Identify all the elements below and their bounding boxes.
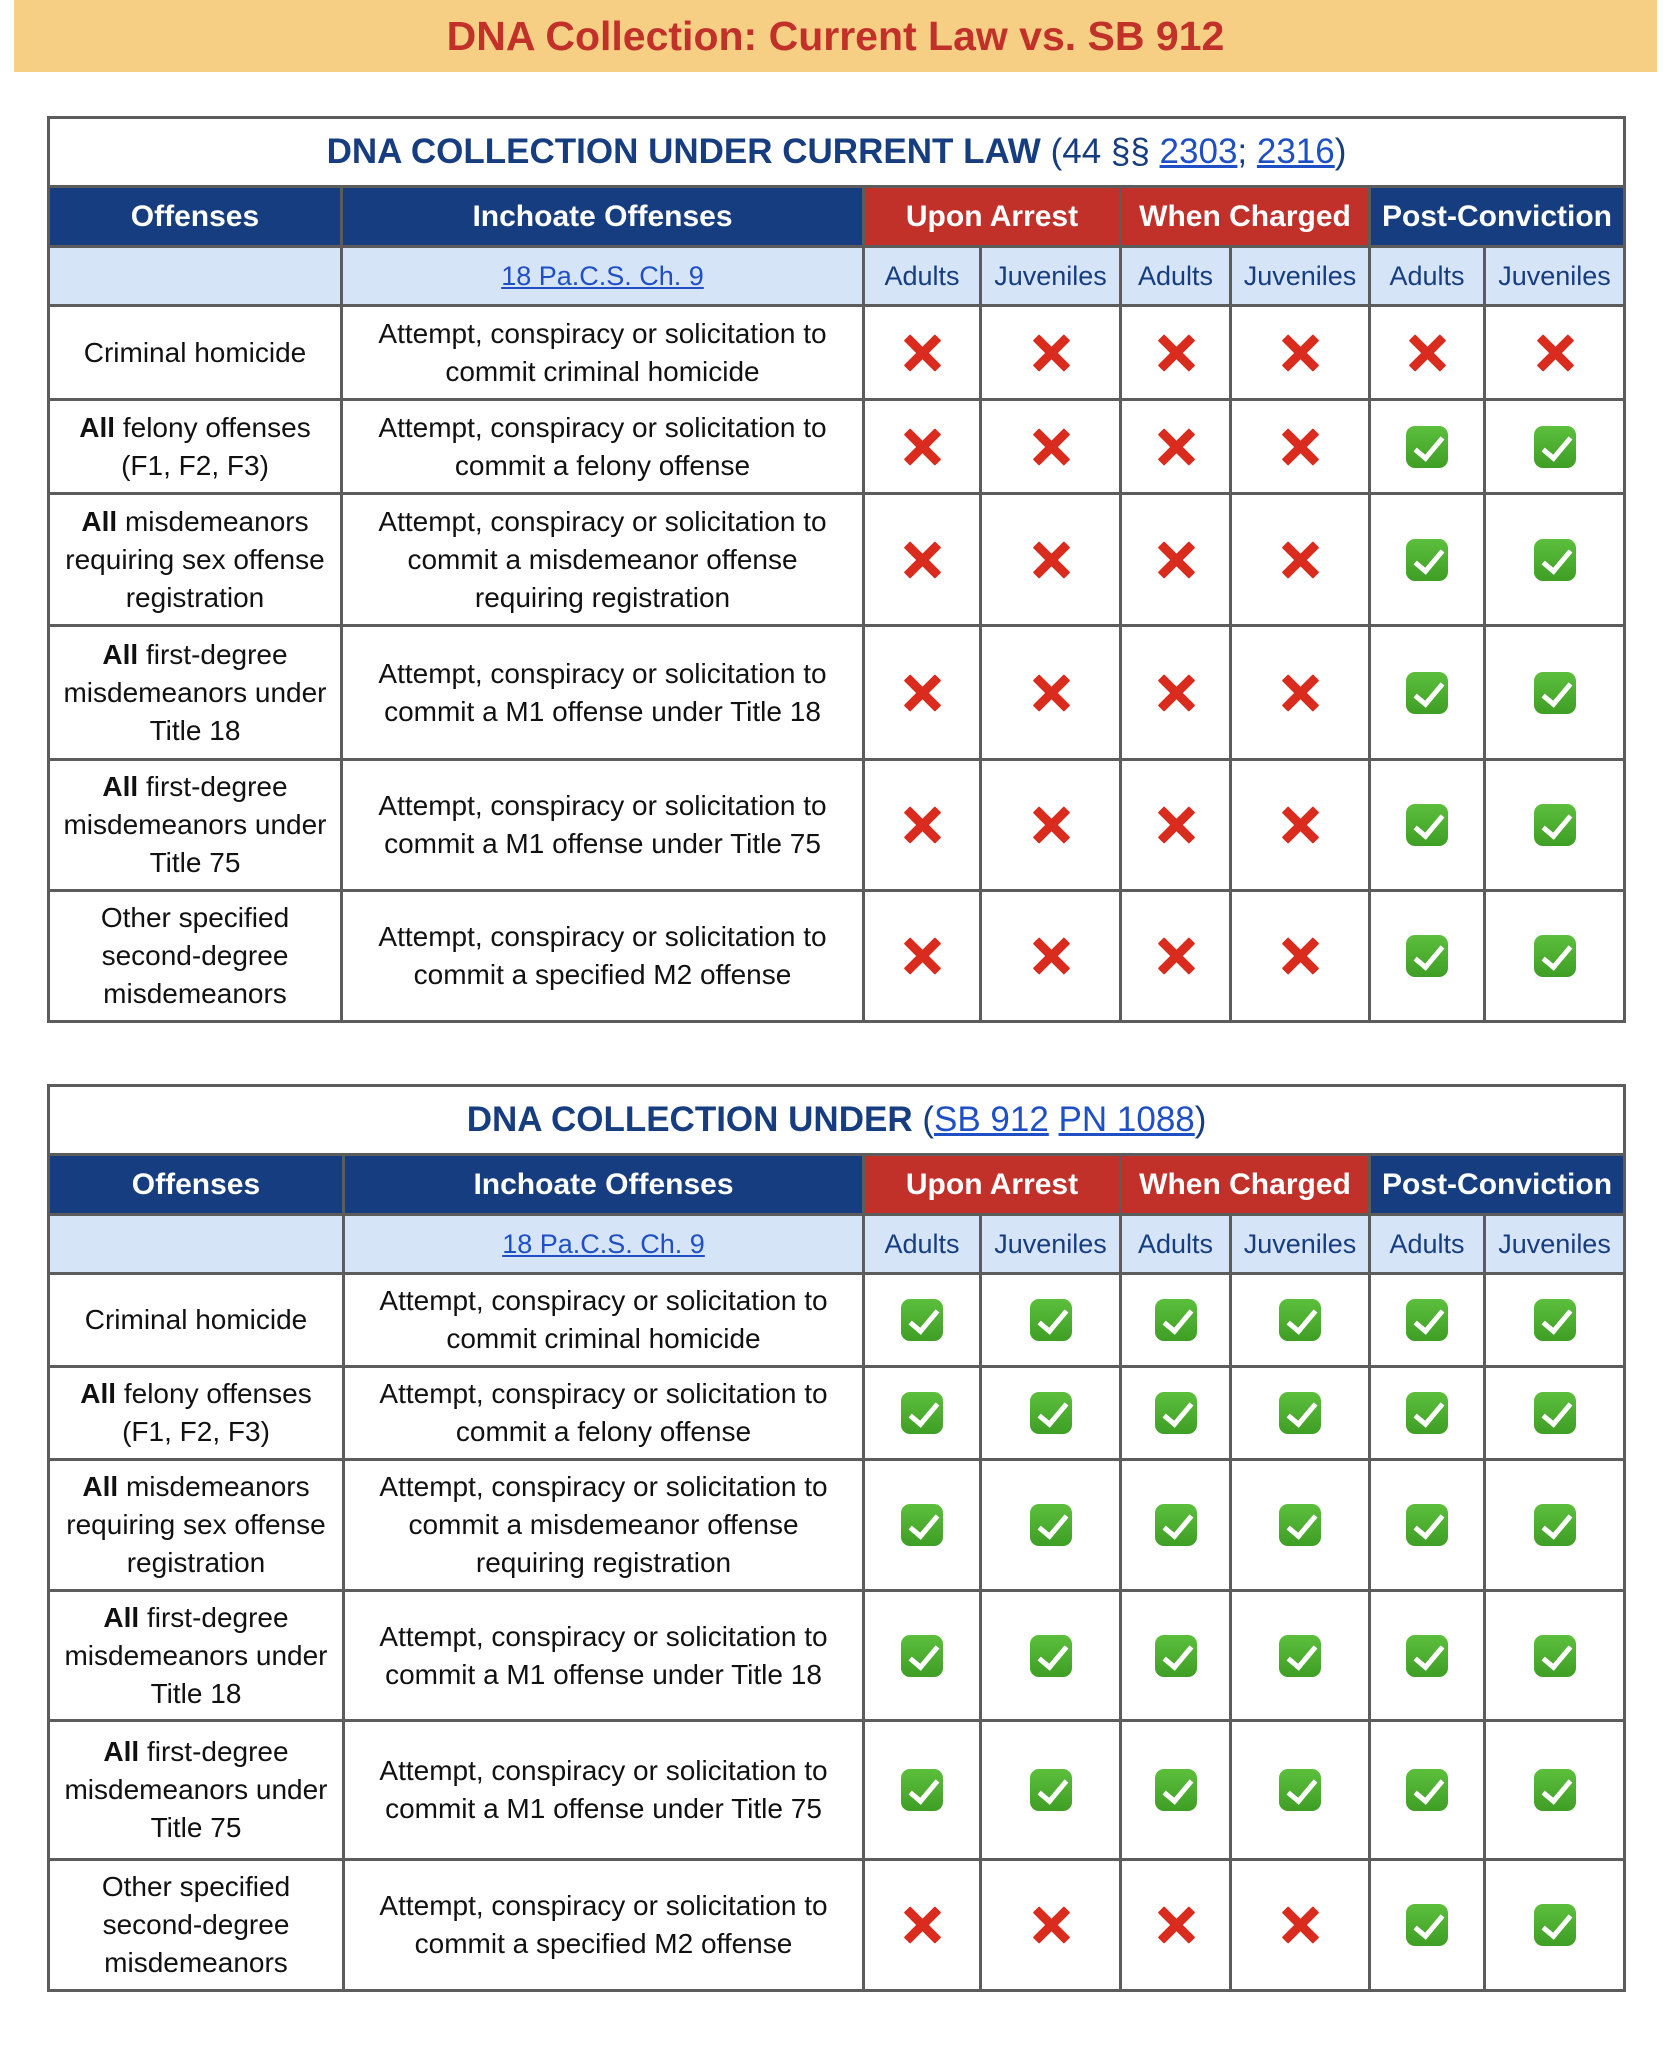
status-cell-adults-upon-arrest [864, 760, 981, 891]
status-cell-adults-upon-arrest [864, 400, 981, 494]
status-cell-juveniles-when-charged [1231, 1274, 1370, 1367]
subheader-inchoate-citation [344, 1215, 864, 1274]
check-icon [1406, 672, 1448, 714]
sub-header-row [49, 247, 1625, 306]
offense-cell [49, 1274, 344, 1367]
check-icon [1279, 1635, 1321, 1677]
status-cell-adults-when-charged [1121, 1860, 1231, 1991]
x-icon [1031, 1905, 1071, 1945]
status-cell-adults-post-conviction [1370, 1460, 1485, 1591]
table-row [49, 494, 1625, 626]
table-title [49, 118, 1625, 187]
bill-link-pn1088[interactable]: PN 1088 [1058, 1100, 1195, 1139]
check-icon [1534, 426, 1576, 468]
status-cell-adults-upon-arrest [864, 1860, 981, 1991]
status-cell-juveniles-post-conviction [1485, 760, 1625, 891]
subheader-adults: Adults [864, 1215, 981, 1274]
inchoate-offense-cell: Attempt, conspiracy or solicitation to commit a specified M2 offense [344, 1860, 864, 1991]
x-icon [1280, 805, 1320, 845]
subheader-inchoate-citation [342, 247, 864, 306]
status-cell-juveniles-upon-arrest [981, 1367, 1121, 1460]
check-icon [1279, 1504, 1321, 1546]
offense-cell [49, 1460, 344, 1591]
table-title-main: DNA COLLECTION UNDER CURRENT LAW [326, 132, 1041, 171]
check-icon [1406, 804, 1448, 846]
header-inchoate-offenses: Inchoate Offenses [344, 1155, 864, 1215]
offense-cell [49, 1367, 344, 1460]
check-icon [901, 1504, 943, 1546]
status-cell-juveniles-post-conviction [1485, 1367, 1625, 1460]
table-row [49, 626, 1625, 760]
check-icon [1406, 426, 1448, 468]
offense-emphasis: All [82, 1471, 119, 1502]
x-icon [1156, 936, 1196, 976]
status-cell-juveniles-when-charged [1231, 1860, 1370, 1991]
statute-link-2316[interactable]: 2316 [1256, 132, 1335, 171]
status-cell-juveniles-when-charged [1231, 1460, 1370, 1591]
status-cell-juveniles-upon-arrest [981, 760, 1121, 891]
check-icon [1406, 1504, 1448, 1546]
status-cell-adults-upon-arrest [864, 1367, 981, 1460]
check-icon [1534, 1904, 1576, 1946]
status-cell-juveniles-upon-arrest [981, 891, 1121, 1022]
check-icon [1534, 935, 1576, 977]
inchoate-offense-cell: Attempt, conspiracy or solicitation to commit a M1 offense under Title 18 [342, 626, 864, 760]
offense-text: first-degree misdemeanors under Title 18 [63, 638, 327, 746]
status-cell-juveniles-upon-arrest [981, 1591, 1121, 1721]
check-icon [901, 1392, 943, 1434]
status-cell-adults-when-charged [1121, 891, 1231, 1022]
inchoate-offense-cell: Attempt, conspiracy or solicitation to commit criminal homicide [344, 1274, 864, 1367]
status-cell-adults-post-conviction [1370, 400, 1485, 494]
check-icon [1406, 1904, 1448, 1946]
offense-emphasis: All [102, 638, 139, 670]
status-cell-adults-post-conviction [1370, 1591, 1485, 1721]
status-cell-juveniles-upon-arrest [981, 1460, 1121, 1591]
inchoate-offense-cell: Attempt, conspiracy or solicitation to commit a misdemeanor offense requiring registration [344, 1460, 864, 1591]
offense-emphasis: All [102, 771, 139, 802]
status-cell-juveniles-post-conviction [1485, 626, 1625, 760]
offense-emphasis: All [80, 1378, 117, 1409]
x-icon [1156, 540, 1196, 580]
offense-text: Other specified second-degree misdemeanors [101, 1871, 291, 1978]
offense-emphasis: All [81, 505, 118, 537]
check-icon [1406, 1299, 1448, 1341]
x-icon [1156, 1905, 1196, 1945]
subheader-adults: Adults [1370, 247, 1485, 306]
offense-text: Criminal homicide [83, 336, 307, 368]
status-cell-juveniles-post-conviction [1485, 306, 1625, 400]
status-cell-adults-when-charged [1121, 1591, 1231, 1721]
offense-emphasis: All [79, 411, 116, 443]
offense-cell [49, 891, 342, 1022]
x-icon [1156, 805, 1196, 845]
status-cell-adults-upon-arrest [864, 626, 981, 760]
sb912-table [47, 1084, 1626, 1992]
check-icon [1406, 1635, 1448, 1677]
table-row [49, 760, 1625, 891]
offense-text: felony offenses (F1, F2, F3) [116, 1378, 312, 1447]
check-icon [1155, 1635, 1197, 1677]
subheader-juveniles: Juveniles [1485, 1215, 1625, 1274]
table-title-citation: (44 §§ 2303; 2316) [1040, 132, 1347, 171]
check-icon [1279, 1392, 1321, 1434]
offense-text: Criminal homicide [84, 1304, 308, 1335]
status-cell-adults-post-conviction [1370, 626, 1485, 760]
page-banner [14, 0, 1657, 72]
x-icon [1407, 333, 1447, 373]
table-row [49, 1591, 1625, 1721]
inchoate-offense-cell: Attempt, conspiracy or solicitation to commit a M1 offense under Title 18 [344, 1591, 864, 1721]
status-cell-adults-post-conviction [1370, 494, 1485, 626]
inchoate-offense-cell: Attempt, conspiracy or solicitation to commit a felony offense [342, 400, 864, 494]
x-icon [1156, 333, 1196, 373]
offense-text: misdemeanors requiring sex offense registration [66, 1471, 326, 1578]
table-row [49, 1367, 1625, 1460]
check-icon [1406, 935, 1448, 977]
header-upon-arrest: Upon Arrest [864, 187, 1121, 247]
check-icon [1155, 1392, 1197, 1434]
x-icon [902, 333, 942, 373]
header-when-charged: When Charged [1121, 1155, 1370, 1215]
x-icon [1031, 936, 1071, 976]
x-icon [1031, 333, 1071, 373]
offense-text: first-degree misdemeanors under Title 18 [64, 1601, 328, 1709]
inchoate-offense-cell: Attempt, conspiracy or solicitation to commit a M1 offense under Title 75 [342, 760, 864, 891]
status-cell-juveniles-upon-arrest [981, 494, 1121, 626]
inchoate-statute-link[interactable]: 18 Pa.C.S. Ch. 9 [502, 1228, 705, 1259]
status-cell-juveniles-post-conviction [1485, 494, 1625, 626]
status-cell-juveniles-when-charged [1231, 1721, 1370, 1860]
offense-cell [49, 306, 342, 400]
header-when-charged: When Charged [1121, 187, 1370, 247]
status-cell-juveniles-when-charged [1231, 306, 1370, 400]
x-icon [1156, 673, 1196, 713]
check-icon [1030, 1635, 1072, 1677]
check-icon [1534, 539, 1576, 581]
header-upon-arrest: Upon Arrest [864, 1155, 1121, 1215]
table-row [49, 1274, 1625, 1367]
status-cell-juveniles-post-conviction [1485, 1721, 1625, 1860]
offense-cell [49, 760, 342, 891]
column-header-row [49, 187, 1625, 247]
status-cell-juveniles-post-conviction [1485, 1460, 1625, 1591]
status-cell-juveniles-when-charged [1231, 626, 1370, 760]
check-icon [1534, 672, 1576, 714]
inchoate-offense-cell: Attempt, conspiracy or solicitation to commit a specified M2 offense [342, 891, 864, 1022]
status-cell-juveniles-post-conviction [1485, 891, 1625, 1022]
offense-cell [49, 626, 342, 760]
subheader-juveniles: Juveniles [1231, 1215, 1370, 1274]
status-cell-adults-post-conviction [1370, 1367, 1485, 1460]
table-row [49, 1860, 1625, 1991]
status-cell-adults-post-conviction [1370, 1860, 1485, 1991]
check-icon [1406, 1392, 1448, 1434]
status-cell-adults-when-charged [1121, 1460, 1231, 1591]
check-icon [1030, 1504, 1072, 1546]
status-cell-adults-when-charged [1121, 760, 1231, 891]
x-icon [1535, 333, 1575, 373]
check-icon [901, 1769, 943, 1811]
status-cell-adults-upon-arrest [864, 891, 981, 1022]
x-icon [1031, 805, 1071, 845]
check-icon [1279, 1769, 1321, 1811]
status-cell-adults-post-conviction [1370, 1274, 1485, 1367]
status-cell-juveniles-post-conviction [1485, 400, 1625, 494]
offense-text: first-degree misdemeanors under Title 75 [63, 771, 327, 878]
offense-emphasis: All [103, 1601, 140, 1633]
x-icon [902, 936, 942, 976]
check-icon [1155, 1769, 1197, 1811]
subheader-empty [49, 247, 342, 306]
inchoate-offense-cell: Attempt, conspiracy or solicitation to commit criminal homicide [342, 306, 864, 400]
subheader-adults: Adults [1370, 1215, 1485, 1274]
status-cell-juveniles-upon-arrest [981, 306, 1121, 400]
offense-cell [49, 1591, 344, 1721]
status-cell-juveniles-upon-arrest [981, 1274, 1121, 1367]
subheader-juveniles: Juveniles [981, 247, 1121, 306]
current-law-table [47, 116, 1626, 1023]
status-cell-adults-upon-arrest [864, 1274, 981, 1367]
table-title [49, 1086, 1625, 1155]
subheader-juveniles: Juveniles [1485, 247, 1625, 306]
inchoate-offense-cell: Attempt, conspiracy or solicitation to commit a M1 offense under Title 75 [344, 1721, 864, 1860]
x-icon [1031, 427, 1071, 467]
x-icon [902, 540, 942, 580]
statute-link-2303[interactable]: 2303 [1159, 132, 1238, 171]
sub-header-row [49, 1215, 1625, 1274]
status-cell-adults-when-charged [1121, 626, 1231, 760]
header-offenses: Offenses [49, 187, 342, 247]
check-icon [1534, 1504, 1576, 1546]
status-cell-adults-when-charged [1121, 494, 1231, 626]
offense-cell [49, 1860, 344, 1991]
x-icon [902, 673, 942, 713]
status-cell-adults-upon-arrest [864, 1460, 981, 1591]
x-icon [1280, 1905, 1320, 1945]
status-cell-adults-upon-arrest [864, 1591, 981, 1721]
subheader-juveniles: Juveniles [981, 1215, 1121, 1274]
offense-text: felony offenses (F1, F2, F3) [115, 411, 311, 481]
check-icon [1155, 1504, 1197, 1546]
column-header-row [49, 1155, 1625, 1215]
inchoate-offense-cell: Attempt, conspiracy or solicitation to commit a misdemeanor offense requiring registration [342, 494, 864, 626]
table-title-citation: (SB 912 PN 1088) [912, 1100, 1207, 1139]
x-icon [1031, 540, 1071, 580]
x-icon [902, 427, 942, 467]
check-icon [1534, 1299, 1576, 1341]
page-title: DNA Collection: Current Law vs. SB 912 [446, 12, 1225, 59]
x-icon [1280, 333, 1320, 373]
check-icon [1279, 1299, 1321, 1341]
offense-text: Other specified second-degree misdemeanors [100, 902, 290, 1009]
status-cell-juveniles-when-charged [1231, 400, 1370, 494]
x-icon [1280, 427, 1320, 467]
status-cell-adults-post-conviction [1370, 306, 1485, 400]
bill-link-sb912[interactable]: SB 912 [934, 1100, 1049, 1139]
status-cell-juveniles-when-charged [1231, 891, 1370, 1022]
status-cell-juveniles-upon-arrest [981, 626, 1121, 760]
header-inchoate-offenses: Inchoate Offenses [342, 187, 864, 247]
status-cell-adults-when-charged [1121, 1721, 1231, 1860]
header-post-conviction: Post-Conviction [1370, 187, 1625, 247]
status-cell-adults-upon-arrest [864, 306, 981, 400]
status-cell-adults-post-conviction [1370, 1721, 1485, 1860]
subheader-adults: Adults [864, 247, 981, 306]
inchoate-statute-link[interactable]: 18 Pa.C.S. Ch. 9 [501, 260, 704, 291]
status-cell-adults-when-charged [1121, 1274, 1231, 1367]
check-icon [901, 1635, 943, 1677]
check-icon [1406, 539, 1448, 581]
offense-cell [49, 1721, 344, 1860]
subheader-adults: Adults [1121, 247, 1231, 306]
status-cell-adults-when-charged [1121, 400, 1231, 494]
subheader-juveniles: Juveniles [1231, 247, 1370, 306]
check-icon [1534, 1635, 1576, 1677]
check-icon [1534, 804, 1576, 846]
header-offenses: Offenses [49, 1155, 344, 1215]
check-icon [1534, 1392, 1576, 1434]
status-cell-juveniles-when-charged [1231, 494, 1370, 626]
check-icon [1030, 1392, 1072, 1434]
offense-cell [49, 494, 342, 626]
check-icon [1534, 1769, 1576, 1811]
table-row [49, 400, 1625, 494]
status-cell-juveniles-post-conviction [1485, 1860, 1625, 1991]
status-cell-juveniles-upon-arrest [981, 1860, 1121, 1991]
status-cell-juveniles-upon-arrest [981, 400, 1121, 494]
status-cell-juveniles-post-conviction [1485, 1274, 1625, 1367]
status-cell-juveniles-when-charged [1231, 1591, 1370, 1721]
table-row [49, 1460, 1625, 1591]
status-cell-juveniles-post-conviction [1485, 1591, 1625, 1721]
status-cell-juveniles-upon-arrest [981, 1721, 1121, 1860]
check-icon [1030, 1299, 1072, 1341]
table-row [49, 1721, 1625, 1860]
table-title-main: DNA COLLECTION UNDER [466, 1100, 913, 1139]
subheader-adults: Adults [1121, 1215, 1231, 1274]
check-icon [1155, 1299, 1197, 1341]
status-cell-adults-post-conviction [1370, 891, 1485, 1022]
status-cell-adults-post-conviction [1370, 760, 1485, 891]
status-cell-adults-when-charged [1121, 1367, 1231, 1460]
inchoate-offense-cell: Attempt, conspiracy or solicitation to commit a felony offense [344, 1367, 864, 1460]
check-icon [1030, 1769, 1072, 1811]
table-row [49, 306, 1625, 400]
x-icon [1156, 427, 1196, 467]
offense-text: misdemeanors requiring sex offense registration [65, 505, 325, 613]
status-cell-adults-upon-arrest [864, 494, 981, 626]
x-icon [1280, 673, 1320, 713]
table-row [49, 891, 1625, 1022]
offense-emphasis: All [103, 1736, 140, 1767]
offense-text: first-degree misdemeanors under Title 75 [64, 1736, 328, 1843]
offense-cell [49, 400, 342, 494]
check-icon [1406, 1769, 1448, 1811]
status-cell-juveniles-when-charged [1231, 1367, 1370, 1460]
x-icon [1031, 673, 1071, 713]
status-cell-adults-upon-arrest [864, 1721, 981, 1860]
x-icon [1280, 936, 1320, 976]
x-icon [1280, 540, 1320, 580]
check-icon [901, 1299, 943, 1341]
status-cell-adults-when-charged [1121, 306, 1231, 400]
subheader-empty [49, 1215, 344, 1274]
x-icon [902, 1905, 942, 1945]
header-post-conviction: Post-Conviction [1370, 1155, 1625, 1215]
x-icon [902, 805, 942, 845]
status-cell-juveniles-when-charged [1231, 760, 1370, 891]
